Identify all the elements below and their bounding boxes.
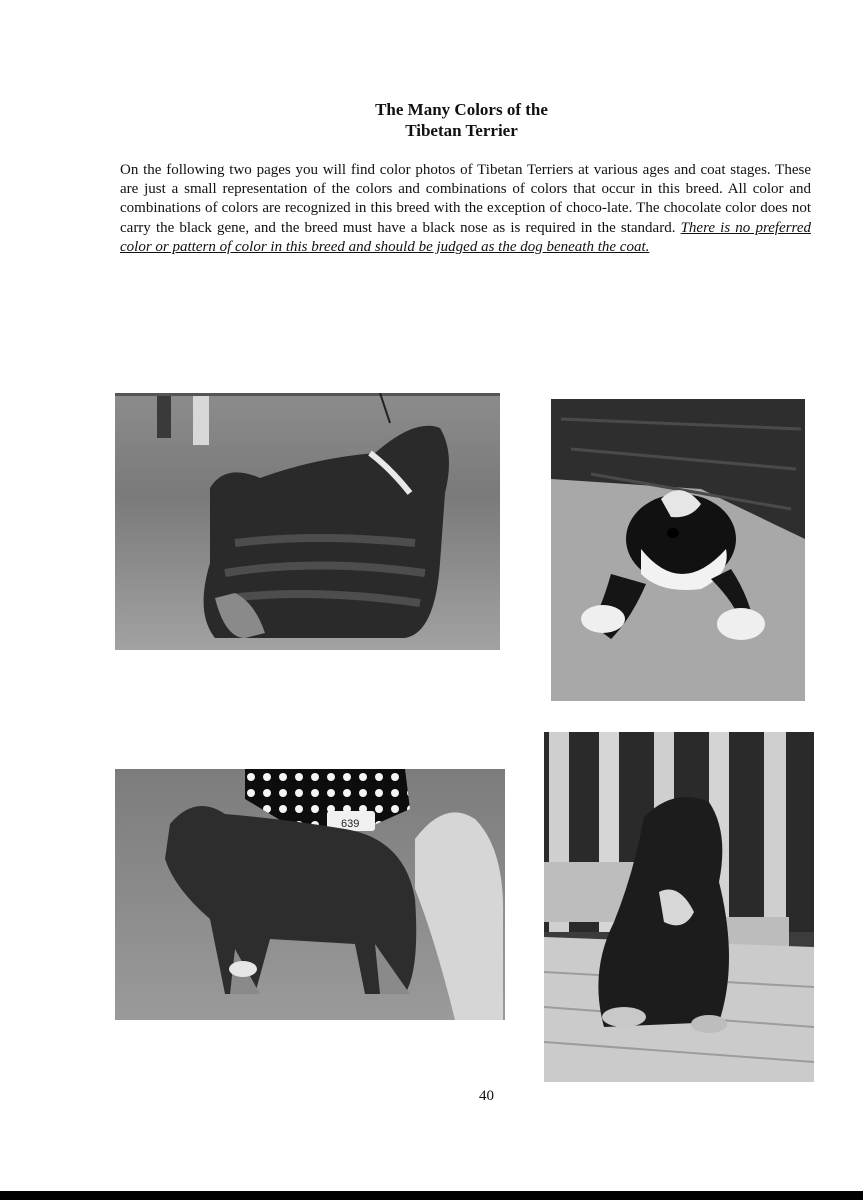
title-line-2: Tibetan Terrier <box>405 121 518 140</box>
exhibitor-tag-number: 639 <box>341 818 360 830</box>
photo-dog-on-deck-image <box>544 732 814 1082</box>
photo-standing-dog-image <box>115 393 500 650</box>
intro-paragraph <box>120 161 811 257</box>
photo-puppy-carpet-image <box>551 399 805 701</box>
page-number: 40 <box>479 1088 494 1104</box>
photo-dogs-with-handler-image <box>115 769 505 1020</box>
intro-emphasis: There is no preferred color or pattern of color in this breed and should be judged as the dog beneath the coat. <box>120 219 811 255</box>
photo-dogs-with-handler <box>115 769 505 1020</box>
photo-standing-dog-grass <box>115 393 500 650</box>
page-title <box>30 99 863 141</box>
bottom-edge-bar <box>0 1191 863 1200</box>
title-line-1: The Many Colors of the <box>375 100 548 119</box>
intro-text: On the following two pages you will find color photos of Tibetan Terriers at various ages and coat stages. These are just a small representation of the colors and combinations of colors that occur in this breed. All color and combinations of colors are recognized in this breed with the exception of choco-late. The chocolate color does not carry the black gene, and the breed must have a black nose as is required in the standard. <box>120 162 811 236</box>
photo-dog-on-deck <box>544 732 814 1082</box>
photo-puppy-carpet <box>551 399 805 701</box>
